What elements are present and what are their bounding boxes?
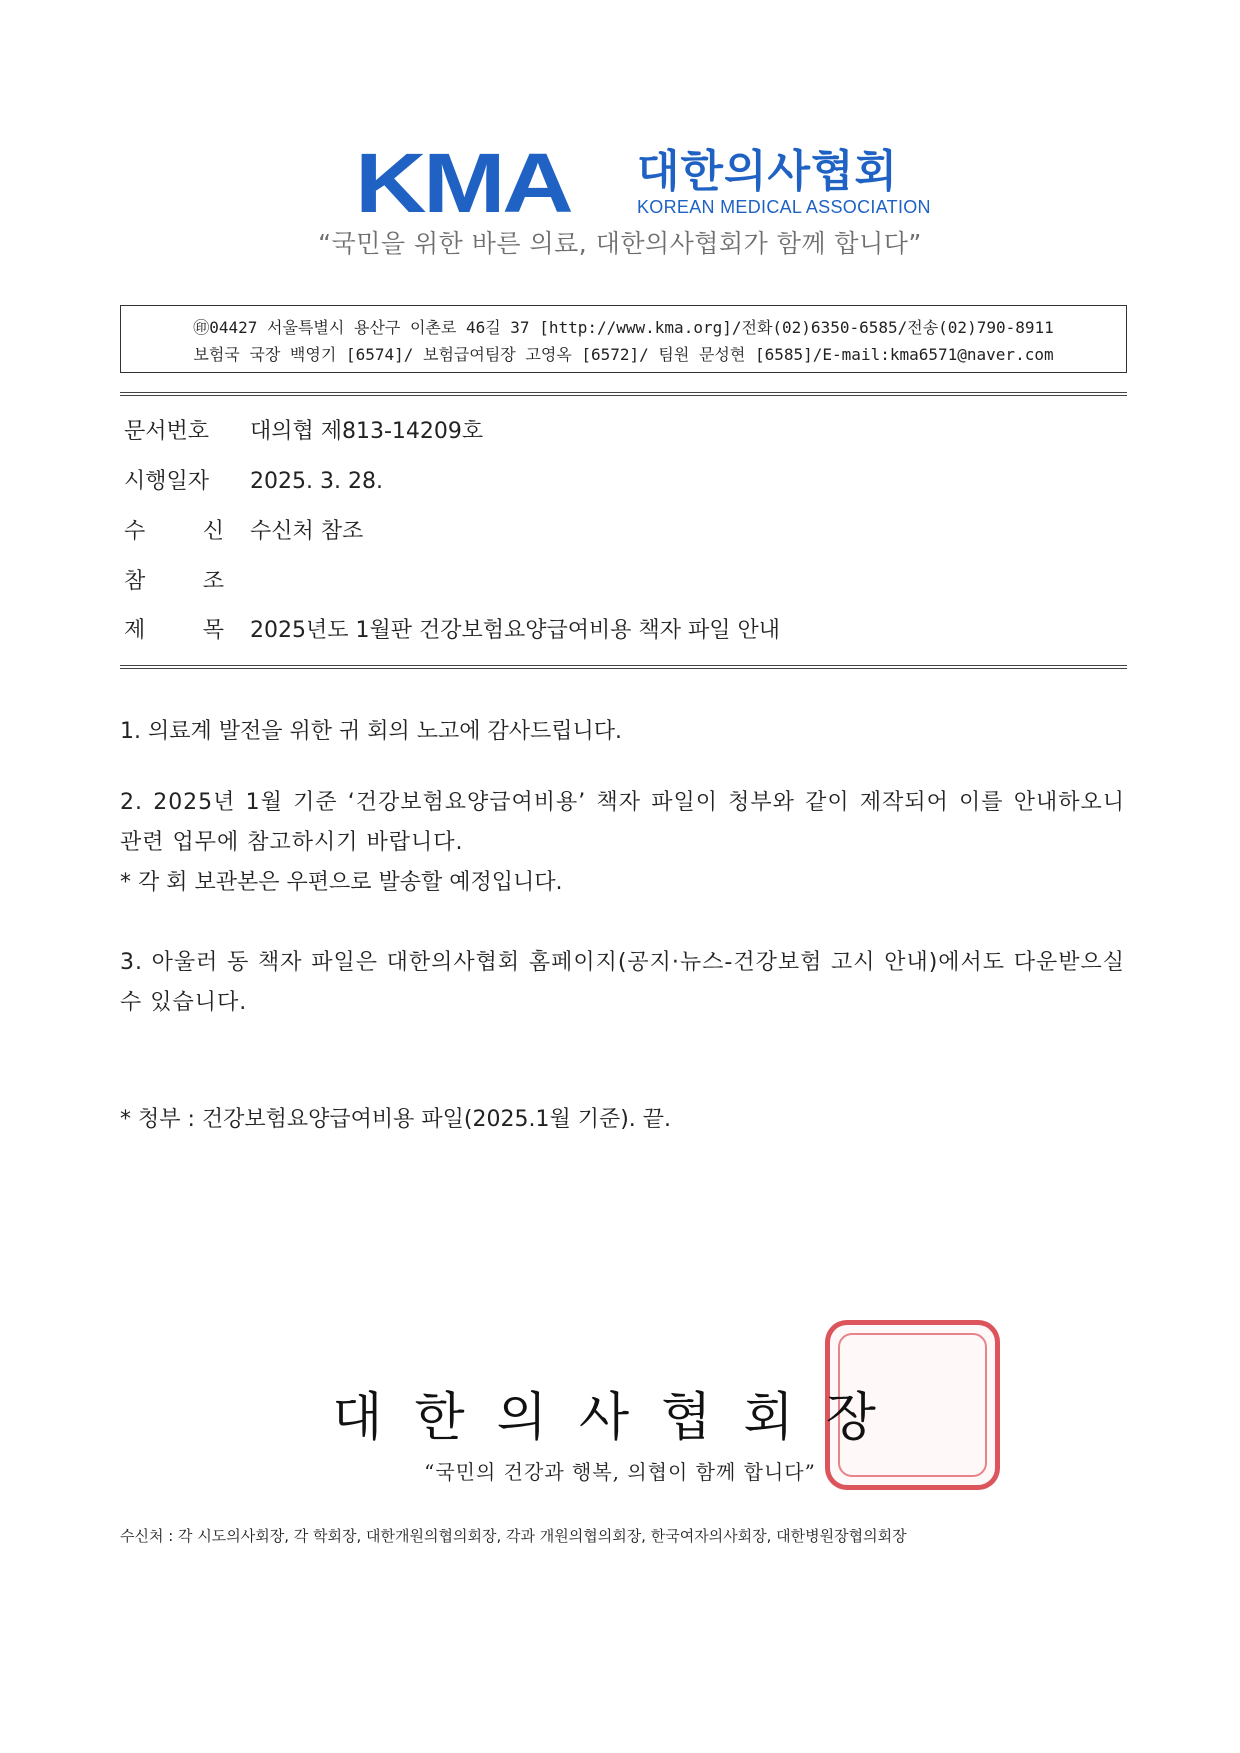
contact-line-staff: 보험국 국장 백영기 [6574]/ 보험급여팀장 고영옥 [6572]/ 팀원 문성현 [6585]/E-mail:kma6571@naver.com [193, 345, 1054, 364]
subject-value: 2025년도 1월판 건강보험요양급여비용 책자 파일 안내 [250, 618, 780, 643]
sender-name: 대한의사협회장 [332, 1388, 908, 1448]
ref-label-a: 참 [124, 569, 146, 594]
to-value: 수신처 참조 [250, 519, 364, 544]
subject-label [124, 614, 224, 648]
doc-no-label: 문서번호 [124, 419, 210, 444]
logo-korean-name: 대한의사협회 [637, 146, 899, 197]
to-label-b: 신 [202, 519, 224, 544]
paragraph-2: 2. 2025년 1월 기준 ‘건강보험요양급여비용’ 책자 파일이 청부와 같이 제작되어 이를 안내하오니 관련 업무에 참고하시기 바랍니다. [120, 790, 1125, 855]
date-value: 2025. 3. 28. [250, 469, 383, 494]
paragraph-1: 1. 의료계 발전을 위한 귀 회의 노고에 감사드립니다. [120, 719, 622, 744]
to-label [124, 515, 224, 549]
contact-box [120, 305, 1127, 373]
recipients-list: 수신처 : 각 시도의사회장, 각 학회장, 대한개원의협의회장, 각과 개원의협의회장, 한국여자의사회장, 대한병원장협의회장 [120, 1527, 907, 1545]
divider-bottom [120, 665, 1127, 669]
attachment-line: * 청부 : 건강보험요양급여비용 파일(2025.1월 기준). 끝. [120, 1107, 672, 1132]
paragraph-2-note: * 각 회 보관본은 우편으로 발송할 예정입니다. [120, 870, 563, 895]
date-label: 시행일자 [124, 469, 210, 494]
header-slogan: “국민을 위한 바른 의료, 대한의사협회가 함께 합니다” [318, 229, 922, 258]
doc-no-value: 대의협 제813-14209호 [250, 419, 484, 444]
contact-line-address: ㊞04427 서울특별시 용산구 이촌로 46길 37 [http://www.kma.org]/전화(02)6350-6585/전송(02)790-8911 [193, 318, 1054, 337]
logo-letters: KMA [355, 136, 571, 230]
sender-slogan: “국민의 건강과 행복, 의협이 함께 합니다” [424, 1460, 816, 1484]
subject-label-b: 목 [202, 618, 224, 643]
ref-label-b: 조 [202, 569, 224, 594]
paragraph-3: 3. 아울러 동 책자 파일은 대한의사협회 홈페이지(공지·뉴스-건강보험 고시 안내)에서도 다운받으실 수 있습니다. [120, 950, 1125, 1015]
to-label-a: 수 [124, 519, 146, 544]
subject-label-a: 제 [124, 618, 146, 643]
divider-top [120, 392, 1127, 396]
ref-label [124, 565, 224, 599]
kma-logo [355, 136, 945, 230]
logo-english-name: KOREAN MEDICAL ASSOCIATION [637, 197, 931, 217]
